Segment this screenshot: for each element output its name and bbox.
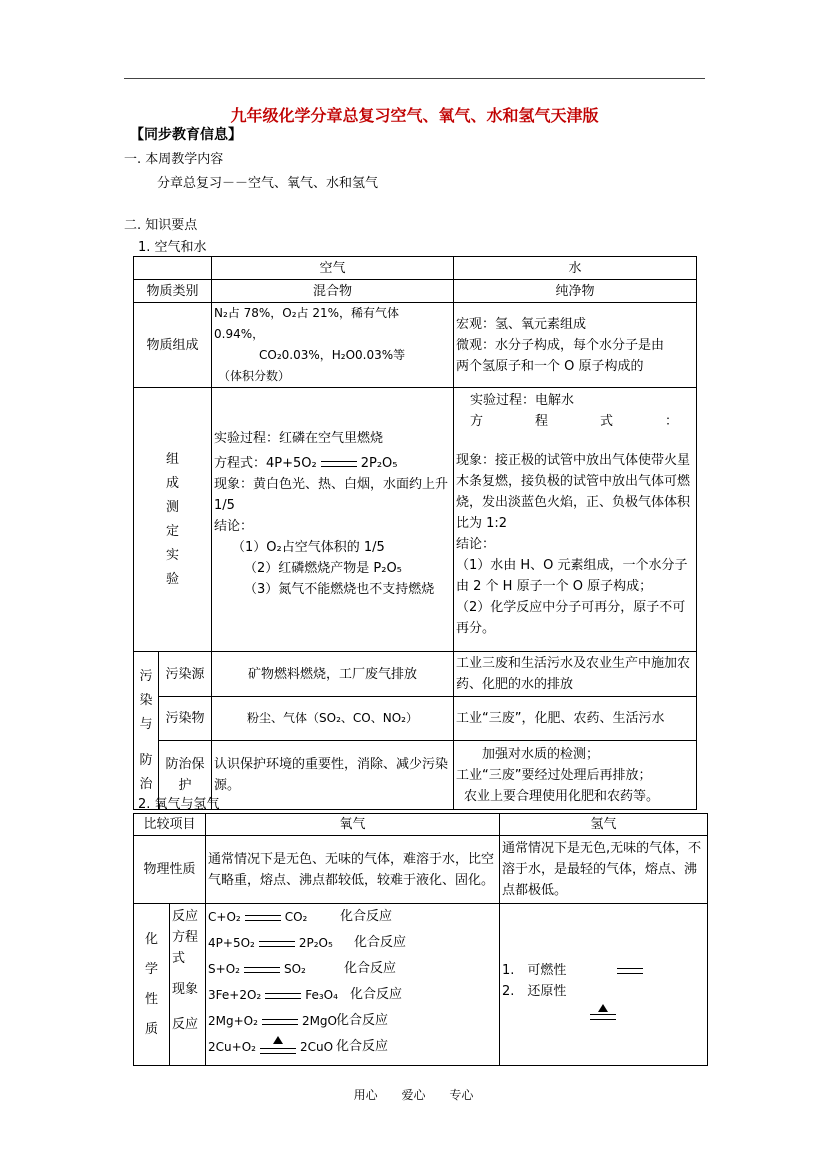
comp-air-line: （体积分数） bbox=[218, 369, 291, 383]
part2-heading: 二. 知识要点 bbox=[124, 218, 198, 233]
h2-prop-item: 1. 可燃性 bbox=[502, 963, 567, 978]
exp-water-process: 实验过程：电解水 bbox=[470, 393, 575, 408]
protect-water-line: 加强对水质的检测； bbox=[482, 746, 600, 762]
protect-label: 防治保护 bbox=[159, 741, 212, 810]
footer-item: 爱心 bbox=[401, 1088, 426, 1102]
protect-water bbox=[454, 741, 697, 810]
equals-sign-icon bbox=[590, 1014, 616, 1020]
eq-left: 4P+5O₂ bbox=[208, 936, 255, 950]
exp-air-c1: （1）O₂占空气体积的 1/5 bbox=[232, 540, 385, 555]
chem-label-char: 性 bbox=[144, 991, 158, 1007]
experiment-air bbox=[212, 388, 454, 652]
col-h2-header: 氢气 bbox=[500, 814, 708, 836]
pollution-label-char: 防 bbox=[139, 752, 153, 768]
exp-water-c2: （2）化学反应中分子可再分，原子不可再分。 bbox=[456, 600, 686, 636]
oxygen-hydrogen-table bbox=[133, 813, 708, 1066]
eq-left: 2Mg+O₂ bbox=[208, 1014, 258, 1028]
pollutant-air: 粉尘、气体（SO₂、CO、NO₂） bbox=[212, 697, 454, 741]
phys-o2: 通常情况下是无色、无味的气体，难溶于水，比空气略重，熔点、沸点都较低，较难于液化、固化。 bbox=[206, 836, 500, 904]
source-water: 工业三废和生活污水及农业生产中施加农药、化肥的水的排放 bbox=[454, 652, 697, 697]
exp-water-phenomenon: 现象：接正极的试管中放出气体使带火星木条复燃，接负极的试管中放出气体可燃烧，发出淡蓝色火焰，正、负极气体体积比为 1:2 bbox=[456, 453, 691, 531]
source-label: 污染源 bbox=[159, 652, 212, 697]
subsection-1-heading: 1. 空气和水 bbox=[138, 240, 207, 255]
exp-air-c3: （3）氮气不能燃烧也不支持燃烧 bbox=[244, 582, 435, 597]
type-water: 纯净物 bbox=[454, 280, 697, 303]
col-air-header: 空气 bbox=[212, 257, 454, 280]
exp-label-char: 测 bbox=[165, 499, 179, 515]
react-label-text: 现象 bbox=[172, 982, 199, 997]
type-label: 物质类别 bbox=[134, 280, 212, 303]
col-o2-header: 氧气 bbox=[206, 814, 500, 836]
col-item-header: 比较项目 bbox=[134, 814, 206, 836]
composition-label: 物质组成 bbox=[134, 303, 212, 388]
pollution-label-char: 污 bbox=[139, 668, 153, 684]
composition-air bbox=[212, 303, 454, 388]
page-footer bbox=[0, 1086, 827, 1103]
source-air: 矿物燃料燃烧，工厂废气排放 bbox=[212, 652, 454, 697]
equals-sign-icon bbox=[617, 968, 643, 974]
equals-sign-icon bbox=[260, 1048, 296, 1054]
equation-row bbox=[208, 1034, 497, 1060]
eq-right: 2CuO bbox=[299, 1040, 334, 1054]
pollution-label-char: 与 bbox=[139, 716, 153, 732]
header-blank-cell bbox=[134, 257, 212, 280]
exp-water-eq-label: 方 程 式 ： bbox=[470, 414, 679, 429]
exp-label-char: 验 bbox=[165, 571, 179, 587]
chem-label-char: 质 bbox=[144, 1021, 158, 1037]
pollutant-label: 污染物 bbox=[159, 697, 212, 741]
eq-right: Fe₃O₄ bbox=[305, 988, 338, 1002]
protect-water-line: 工业“三废”要经过处理后再排放； bbox=[456, 767, 652, 783]
type-air: 混合物 bbox=[212, 280, 454, 303]
eq-right: CO₂ bbox=[284, 910, 308, 924]
pollution-label-char: 染 bbox=[139, 692, 153, 708]
header-rule bbox=[124, 78, 705, 79]
exp-label-char: 成 bbox=[165, 475, 179, 491]
eq-left: S+O₂ bbox=[208, 962, 240, 976]
react-label-text: 反应 bbox=[172, 1017, 199, 1032]
equals-sign-icon bbox=[259, 941, 295, 947]
pollution-label bbox=[134, 652, 159, 810]
exp-air-eq-right: 2P₂O₅ bbox=[360, 456, 398, 471]
equation-row bbox=[208, 1008, 497, 1034]
page-title: 九年级化学分章总复习空气、氧气、水和氢气天津版 bbox=[230, 106, 599, 125]
chem-label-char: 化 bbox=[144, 931, 158, 947]
exp-label-char: 组 bbox=[165, 451, 179, 467]
eq-type: 化合反应 bbox=[350, 987, 403, 1002]
eq-type: 化合反应 bbox=[336, 1013, 389, 1028]
experiment-water bbox=[454, 388, 697, 652]
equals-sign-icon bbox=[262, 1019, 298, 1025]
pollutant-water: 工业“三废”，化肥、农药、生活污水 bbox=[454, 697, 697, 741]
reaction-label bbox=[170, 904, 206, 1066]
exp-air-conclusion: 结论： bbox=[214, 519, 254, 534]
react-label-text: 反应 bbox=[172, 909, 199, 924]
equals-sign-icon bbox=[245, 915, 281, 921]
protect-air: 认识保护环境的重要性，消除、减少污染源。 bbox=[212, 741, 454, 810]
footer-item: 专心 bbox=[449, 1088, 474, 1102]
equation-row bbox=[208, 930, 497, 956]
subsection-2-heading: 2. 氧气与氢气 bbox=[138, 797, 220, 812]
air-water-table bbox=[133, 256, 697, 810]
comp-water-line: 两个氢原子和一个 O 原子构成的 bbox=[456, 358, 644, 374]
exp-air-c2: （2）红磷燃烧产物是 P₂O₅ bbox=[244, 561, 402, 576]
comp-water-line: 宏观：氢、氧元素组成 bbox=[456, 316, 587, 332]
phys-h2: 通常情况下是无色,无味的气体，不溶于水，是最轻的气体，熔点、沸点都极低。 bbox=[500, 836, 708, 904]
eq-type: 化合反应 bbox=[340, 909, 393, 924]
exp-air-eq-left: 方程式：4P+5O₂ bbox=[214, 456, 317, 471]
equation-row bbox=[208, 904, 497, 930]
eq-left: C+O₂ bbox=[208, 910, 241, 924]
eq-right: 2MgO bbox=[301, 1014, 337, 1028]
part1-heading: 一. 本周教学内容 bbox=[124, 152, 224, 167]
phys-label: 物理性质 bbox=[134, 836, 206, 904]
react-label-text: 方程 bbox=[172, 930, 199, 945]
h2-chem-props bbox=[500, 904, 708, 1066]
eq-right: 2P₂O₅ bbox=[298, 936, 333, 950]
o2-equations bbox=[206, 904, 500, 1066]
protect-water-line: 农业上要合理使用化肥和农药等。 bbox=[464, 788, 660, 804]
heat-triangle-icon bbox=[273, 1036, 283, 1044]
equals-sign-icon bbox=[244, 967, 280, 973]
heat-triangle-icon bbox=[598, 1004, 608, 1012]
col-water-header: 水 bbox=[454, 257, 697, 280]
exp-label-char: 定 bbox=[165, 523, 179, 539]
eq-left: 2Cu+O₂ bbox=[208, 1040, 256, 1054]
eq-type: 化合反应 bbox=[344, 961, 397, 976]
exp-label-char: 实 bbox=[165, 547, 179, 563]
experiment-label bbox=[134, 388, 212, 652]
equals-sign-icon bbox=[321, 461, 357, 467]
eq-right: SO₂ bbox=[283, 962, 306, 976]
eq-type: 化合反应 bbox=[336, 1039, 389, 1054]
exp-air-phenomenon: 现象：黄白色光、热、白烟，水面约上升 1/5 bbox=[214, 477, 449, 513]
equals-sign-icon bbox=[265, 993, 301, 999]
eq-type: 化合反应 bbox=[354, 935, 407, 950]
react-label-text: 式 bbox=[172, 951, 186, 966]
part1-content: 分章总复习－－空气、氧气、水和氢气 bbox=[157, 176, 379, 191]
pollution-label-char: 治 bbox=[139, 776, 153, 792]
comp-air-line: CO₂0.03%，H₂O0.03%等 bbox=[259, 348, 406, 362]
chem-label-char: 学 bbox=[144, 961, 158, 977]
comp-air-line: N₂占 78%，O₂占 21%，稀有气体 0.94%， bbox=[214, 306, 400, 341]
comp-water-line: 微观：水分子构成，每个水分子是由 bbox=[456, 337, 665, 353]
eq-left: 3Fe+2O₂ bbox=[208, 988, 262, 1002]
equation-row bbox=[208, 982, 497, 1008]
exp-water-c1: （1）水由 H、O 元素组成，一个水分子由 2 个 H 原子一个 O 原子构成； bbox=[456, 558, 688, 594]
exp-water-conclusion: 结论： bbox=[456, 537, 496, 552]
h2-prop-item: 2. 还原性 bbox=[502, 984, 567, 999]
chem-label bbox=[134, 904, 170, 1066]
equation-row bbox=[208, 956, 497, 982]
footer-item: 用心 bbox=[353, 1088, 378, 1102]
composition-water bbox=[454, 303, 697, 388]
section-label: 【同步教育信息】 bbox=[130, 127, 242, 143]
exp-air-process: 实验过程：红磷在空气里燃烧 bbox=[214, 431, 384, 446]
